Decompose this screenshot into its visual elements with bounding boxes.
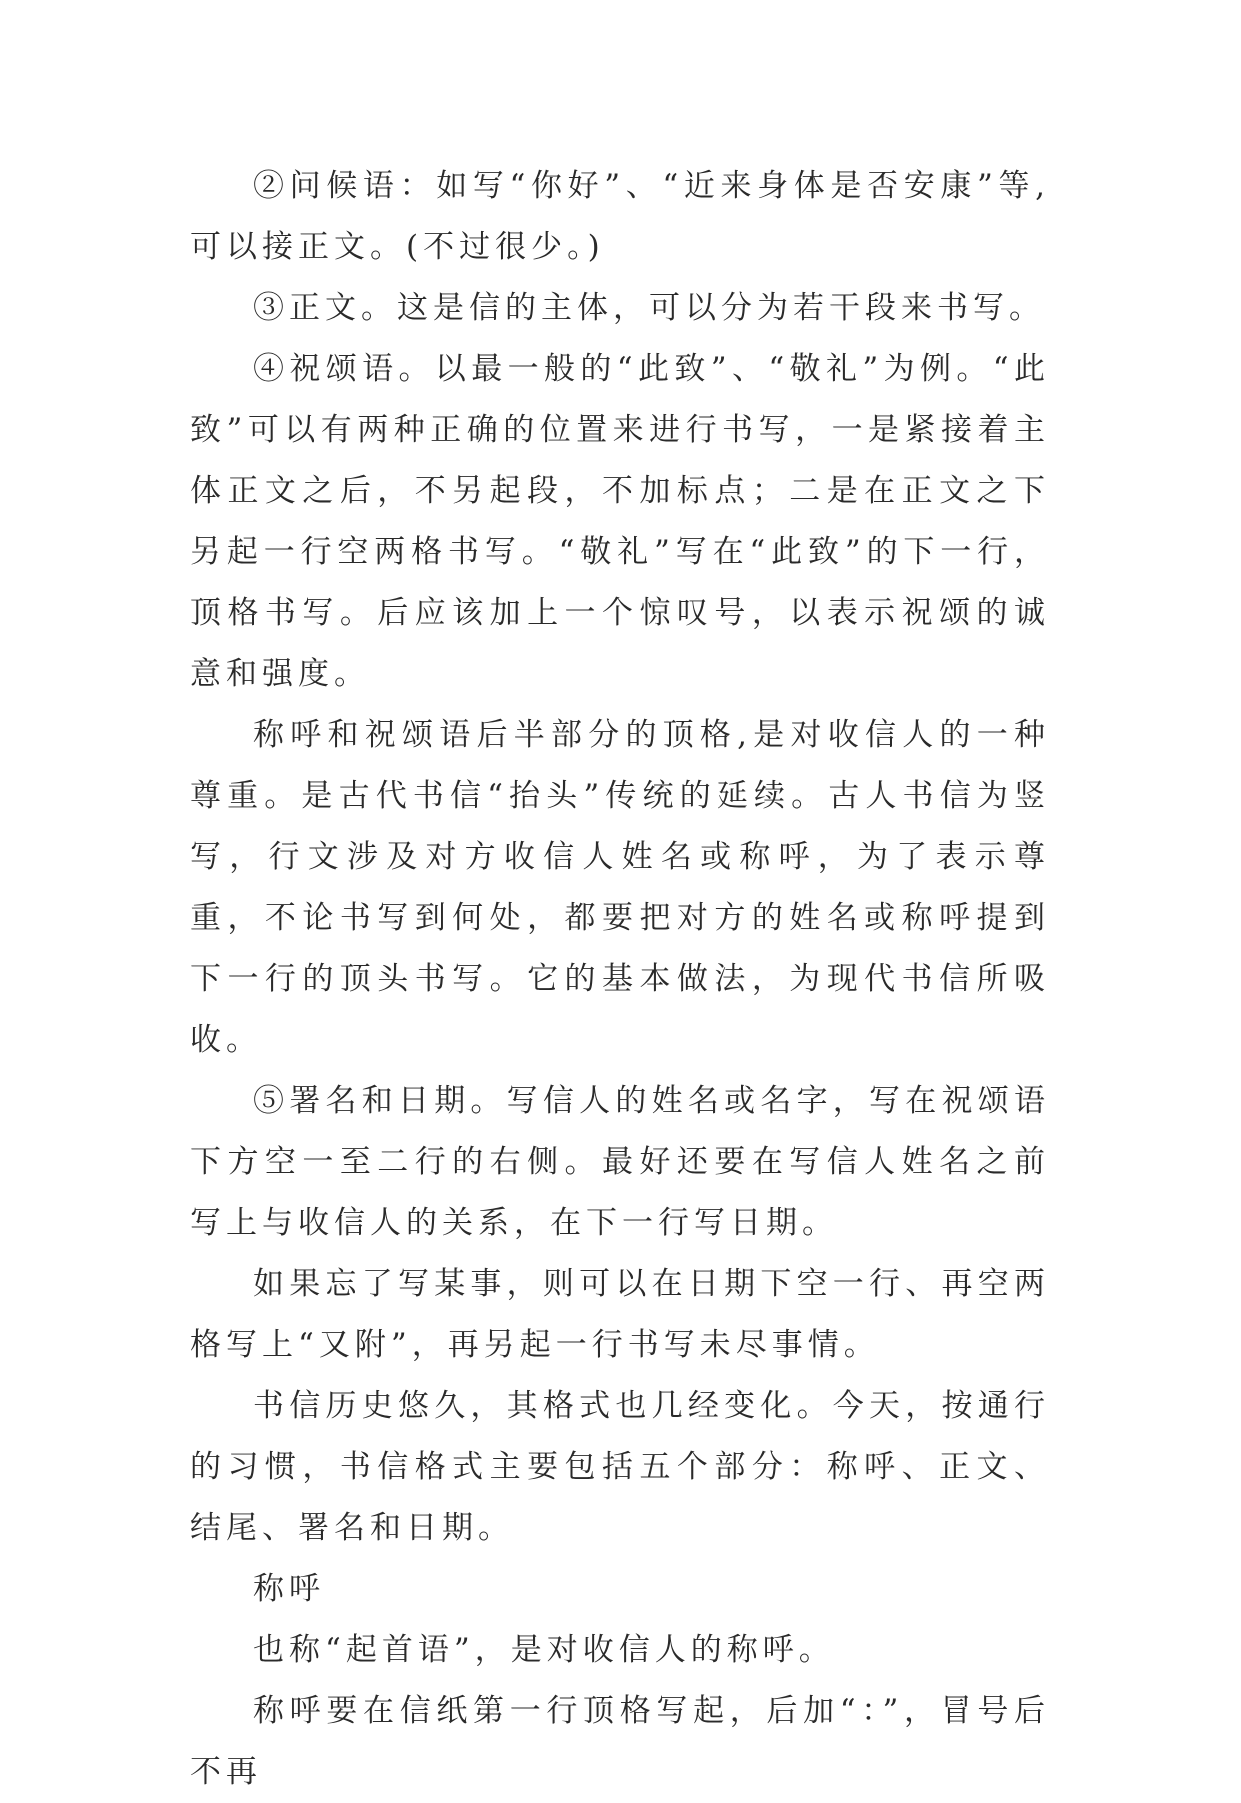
paragraph-greeting: ②问候语：如写“你好”、“近来身体是否安康”等,可以接正文。(不过很少。)	[190, 168, 1050, 265]
paragraph-signature-date: ⑤署名和日期。写信人的姓名或名字，写在祝颂语下方空一至二行的右侧。最好还要在写信人姓名之前写上与收信人的关系，在下一行写日期。	[190, 1083, 1050, 1241]
section-heading-salutation: 称呼	[253, 1571, 325, 1607]
paragraph-postscript: 如果忘了写某事，则可以在日期下空一行、再空两格写上“又附”，再另起一行书写未尽事情。	[190, 1266, 1050, 1363]
paragraph-letter-format: 书信历史悠久，其格式也几经变化。今天，按通行的习惯，书信格式主要包括五个部分：称呼、正文、结尾、署名和日期。	[190, 1388, 1050, 1546]
paragraph-respect-tradition: 称呼和祝颂语后半部分的顶格,是对收信人的一种尊重。是古代书信“抬头”传统的延续。古人书信为竖写，行文涉及对方收信人姓名或称呼，为了表示尊重，不论书写到何处，都要把对方的姓名或称呼提到下一行的顶头书写。它的基本做法，为现代书信所吸收。	[190, 717, 1050, 1058]
paragraph-salutation-closing: ④祝颂语。以最一般的“此致”、“敬礼”为例。“此致”可以有两种正确的位置来进行书写，一是紧接着主体正文之后，不另起段，不加标点；二是在正文之下另起一行空两格书写。“敬礼”写在“此致”的下一行，顶格书写。后应该加上一个惊叹号，以表示祝颂的诚意和强度。	[190, 351, 1050, 692]
paragraph-salutation-rule: 称呼要在信纸第一行顶格写起，后加“：”，冒号后不再	[190, 1693, 1050, 1790]
document-page	[190, 156, 1050, 1803]
paragraph-body: ③正文。这是信的主体，可以分为若干段来书写。	[253, 290, 1045, 326]
paragraph-salutation-definition: 也称“起首语”，是对收信人的称呼。	[253, 1632, 835, 1668]
